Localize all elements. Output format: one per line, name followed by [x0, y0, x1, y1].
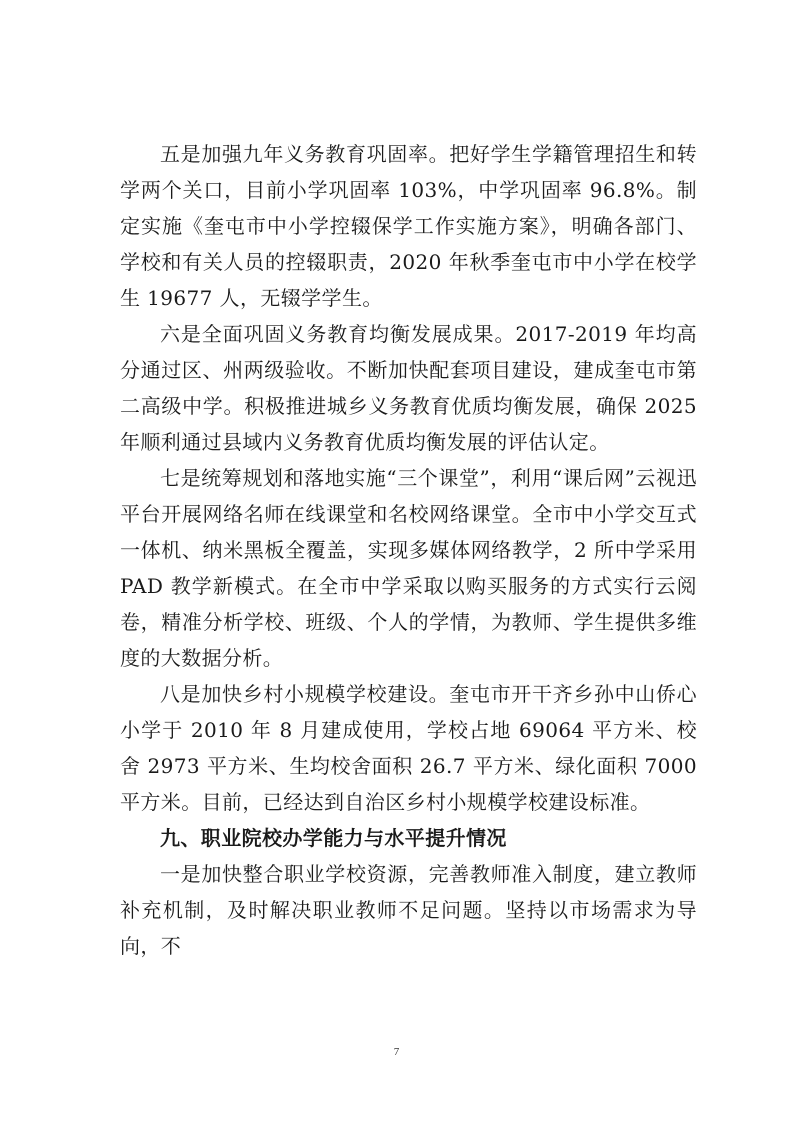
paragraph-vocational-resources: 一是加快整合职业学校资源，完善教师准入制度，建立教师补充机制，及时解决职业教师不足问题。坚持以市场需求为导向，不 [120, 862, 697, 958]
paragraph-consolidation-rate: 五是加强九年义务教育巩固率。把好学生学籍管理招生和转学两个关口，目前小学巩固率 103%，中学巩固率 96.8%。制定实施《奎屯市中小学控辍保学工作实施方案》，明确各部门、学校和有关人员的控辍职责，2020 年秋季奎屯市中小学在校学生 19677 人，无辍学学生。 [120, 142, 697, 310]
page-number: 7 [393, 1046, 400, 1058]
paragraph-rural-schools: 八是加快乡村小规模学校建设。奎屯市开干齐乡孙中山侨心小学于 2010 年 8 月建成使用，学校占地 69064 平方米、校舍 2973 平方米、生均校舍面积 26.7 平方米、绿化面积 7000 平方米。目前，已经达到自治区乡村小规模学校建设标准。 [120, 682, 697, 814]
paragraph-balanced-development: 六是全面巩固义务教育均衡发展成果。2017-2019 年均高分通过区、州两级验收。不断加快配套项目建设，建成奎屯市第二高级中学。积极推进城乡义务教育优质均衡发展，确保 2025 年顺利通过县域内义务教育优质均衡发展的评估认定。 [120, 322, 697, 454]
document-page [120, 136, 697, 964]
paragraph-three-classrooms: 七是统筹规划和落地实施“三个课堂”，利用“课后网”云视迅平台开展网络名师在线课堂和名校网络课堂。全市中小学交互式一体机、纳米黑板全覆盖，实现多媒体网络教学，2 所中学采用 PAD 教学新模式。在全市中学采取以购买服务的方式实行云阅卷，精准分析学校、班级、个人的学情，为教师、学生提供多维度的大数据分析。 [120, 466, 697, 670]
section-heading: 九、职业院校办学能力与水平提升情况 [160, 826, 507, 850]
